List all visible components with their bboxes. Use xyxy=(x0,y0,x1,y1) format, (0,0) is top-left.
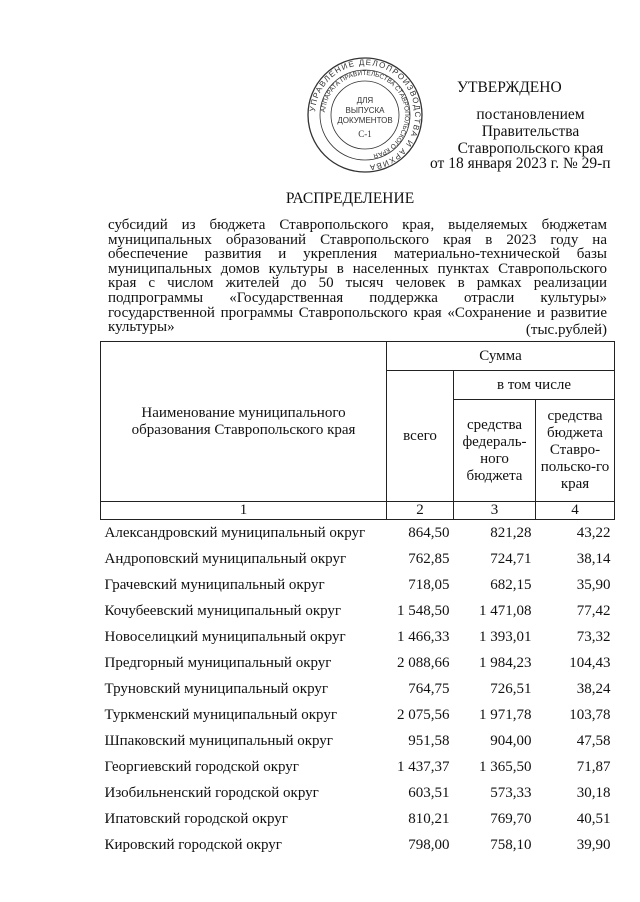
row-name: Кочубеевский муниципальный округ xyxy=(104,603,342,619)
row-name: Александровский муниципальный округ xyxy=(104,525,366,541)
row-federal: 1 365,50 xyxy=(479,759,532,775)
document-title: РАСПРЕДЕЛЕНИЕ xyxy=(285,190,415,207)
row-name: Георгиевский городской округ xyxy=(104,759,299,775)
row-regional: 104,43 xyxy=(569,655,611,671)
row-regional: 77,42 xyxy=(576,603,611,619)
row-federal: 1 971,78 xyxy=(479,707,532,723)
row-federal: 769,70 xyxy=(490,811,532,827)
header-regional: средства бюджета Ставро-польско-го края xyxy=(536,400,615,502)
table-row xyxy=(101,650,615,676)
row-total: 1 466,33 xyxy=(397,629,450,645)
table-row xyxy=(101,676,615,702)
row-total: 764,75 xyxy=(408,681,450,697)
table-row xyxy=(101,806,615,832)
stamp-outer-text: УПРАВЛЕНИЕ ДЕЛОПРОИЗВОДСТВА И АРХИВА xyxy=(308,57,423,172)
document-description: субсидий из бюджета Ставропольского края, выделяемых бюджетам муниципальных образований Ставропольского края в 2023 году на обеспечение развития и укрепления материально-технической базы муниципальных домов культуры в населенных пунктах Ставропольского края с числом жителей до 50 тысяч человек в рамках реализации подпрограммы «Государственная поддержка отрасли культуры» государственной программы Ставропольского края «Сохранение и развитие культуры» xyxy=(108,217,607,336)
table-row xyxy=(101,754,615,780)
stamp-inner-text: АППАРАТА ПРАВИТЕЛЬСТВА СТАВРОПОЛЬСКОГО КРАЯ xyxy=(320,69,411,160)
table-row xyxy=(101,702,615,728)
row-federal: 758,10 xyxy=(490,837,532,853)
table-row xyxy=(101,520,615,547)
col-number-3: 3 xyxy=(454,502,536,520)
table-row xyxy=(101,546,615,572)
row-name: Труновский муниципальный округ xyxy=(104,681,329,697)
col-number-1: 1 xyxy=(101,502,387,520)
header-sum: Сумма xyxy=(387,342,615,371)
table-row xyxy=(101,728,615,754)
row-federal: 1 393,01 xyxy=(479,629,532,645)
header-name: Наименование муниципального образования Ставропольского края xyxy=(101,342,387,502)
row-regional: 38,14 xyxy=(576,551,611,567)
units-label: (тыс.рублей) xyxy=(525,322,607,338)
row-name: Кировский городской округ xyxy=(104,837,282,853)
row-name: Ипатовский городской округ xyxy=(104,811,288,827)
row-federal: 682,15 xyxy=(490,577,532,593)
stamp-center-line: ВЫПУСКА xyxy=(345,106,385,115)
official-stamp xyxy=(306,56,424,174)
row-name: Грачевский муниципальный округ xyxy=(104,577,325,593)
row-regional: 73,32 xyxy=(576,629,611,645)
stamp-center-line: ДОКУМЕНТОВ xyxy=(337,116,393,125)
table-row xyxy=(101,624,615,650)
approved-label: УТВЕРЖДЕНО xyxy=(457,79,562,96)
col-number-2: 2 xyxy=(387,502,454,520)
row-name: Туркменский муниципальный округ xyxy=(104,707,337,723)
stamp-code: С-1 xyxy=(358,129,372,139)
row-total: 603,51 xyxy=(408,785,450,801)
row-total: 810,21 xyxy=(408,811,450,827)
approved-by xyxy=(428,106,633,157)
header-federal: средства федераль-ного бюджета xyxy=(454,400,536,502)
row-regional: 39,90 xyxy=(576,837,611,853)
col-number-4: 4 xyxy=(536,502,615,520)
header-total: всего xyxy=(387,371,454,502)
row-total: 864,50 xyxy=(408,525,450,541)
row-regional: 38,24 xyxy=(576,681,611,697)
row-federal: 573,33 xyxy=(490,785,532,801)
row-name: Андроповский муниципальный округ xyxy=(104,551,347,567)
row-regional: 35,90 xyxy=(576,577,611,593)
row-name: Предгорный муниципальный округ xyxy=(104,655,332,671)
table-row xyxy=(101,780,615,806)
row-federal: 724,71 xyxy=(490,551,532,567)
row-total: 2 088,66 xyxy=(397,655,450,671)
row-name: Изобильненский городской округ xyxy=(104,785,319,801)
row-total: 1 548,50 xyxy=(397,603,450,619)
row-federal: 1 984,23 xyxy=(479,655,532,671)
row-regional: 40,51 xyxy=(576,811,611,827)
header-including: в том числе xyxy=(454,371,615,400)
row-federal: 904,00 xyxy=(490,733,532,749)
table-row xyxy=(101,832,615,858)
approved-by-line2: Ставропольского края xyxy=(457,140,604,157)
row-federal: 821,28 xyxy=(490,525,532,541)
row-regional: 47,58 xyxy=(576,733,611,749)
distribution-table xyxy=(100,341,615,858)
row-total: 718,05 xyxy=(408,577,450,593)
row-regional: 43,22 xyxy=(576,525,611,541)
row-name: Новоселицкий муниципальный округ xyxy=(104,629,346,645)
row-total: 762,85 xyxy=(408,551,450,567)
row-federal: 726,51 xyxy=(490,681,532,697)
row-regional: 71,87 xyxy=(576,759,611,775)
row-name: Шпаковский муниципальный округ xyxy=(104,733,333,749)
stamp-center-line: ДЛЯ xyxy=(356,96,374,105)
row-regional: 103,78 xyxy=(569,707,611,723)
row-regional: 30,18 xyxy=(576,785,611,801)
approval-date: от 18 января 2023 г. № 29-п xyxy=(430,155,611,172)
row-total: 951,58 xyxy=(408,733,450,749)
row-total: 1 437,37 xyxy=(397,759,450,775)
row-total: 2 075,56 xyxy=(397,707,450,723)
table-row xyxy=(101,572,615,598)
row-federal: 1 471,08 xyxy=(479,603,532,619)
row-total: 798,00 xyxy=(408,837,450,853)
approved-by-line1: постановлением Правительства xyxy=(476,106,585,140)
table-row xyxy=(101,598,615,624)
